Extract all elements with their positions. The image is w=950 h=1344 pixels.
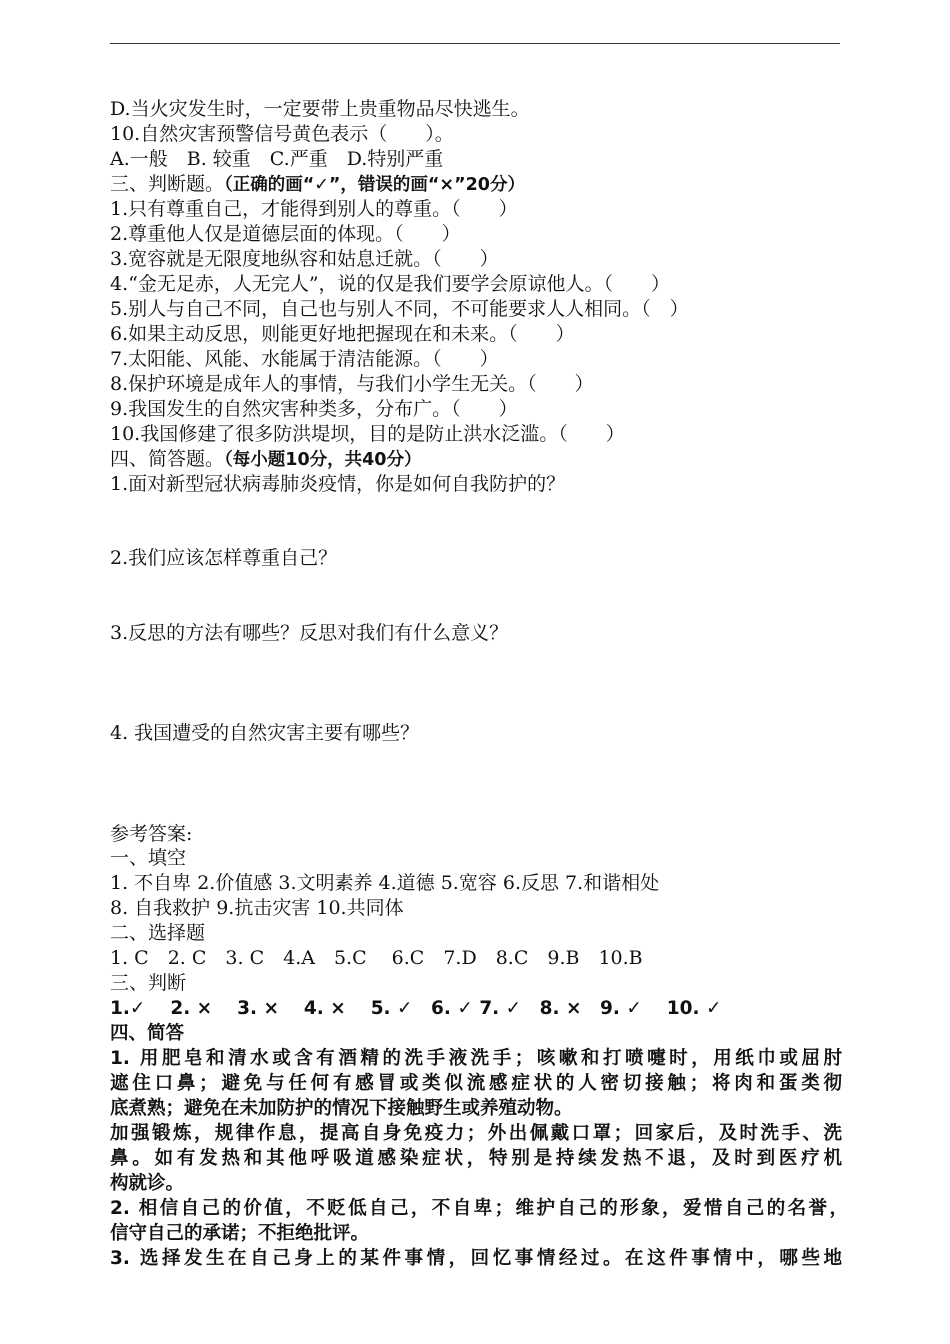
section-title: 三、判断题。 bbox=[110, 173, 225, 195]
answer-judgement-heading: 三、判断 bbox=[110, 972, 187, 994]
judgement-q3: 3.宽容就是无限度地纵容和姑息迁就。（ ） bbox=[110, 248, 499, 270]
section-title: 四、简答题。 bbox=[110, 448, 225, 470]
answer-short-2-line-1: 2. 相信自己的价值，不贬低自己，不自卑；维护自己的形象，爱惜自己的名誉， bbox=[110, 1198, 848, 1219]
section-judgement-heading bbox=[110, 172, 850, 198]
choice-q10-options: A.一般 B. 较重 C.严重 D.特别严重 bbox=[110, 148, 444, 170]
header-rule bbox=[110, 43, 840, 44]
answer-short-2-line-2: 信守自己的承诺；不拒绝批评。 bbox=[110, 1223, 370, 1244]
short-answer-q3: 3.反思的方法有哪些？反思对我们有什么意义？ bbox=[110, 622, 509, 644]
answer-judgement-line: 1.✓ 2. × 3. × 4. × 5. ✓ 6. ✓ 7. ✓ 8. × 9. ✓ 10. ✓ bbox=[110, 998, 722, 1019]
answer-short-heading: 四、简答 bbox=[110, 1023, 185, 1044]
short-answer-q4: 4. 我国遭受的自然灾害主要有哪些？ bbox=[110, 722, 420, 744]
judgement-q1: 1.只有尊重自己，才能得到别人的尊重。（ ） bbox=[110, 198, 518, 220]
choice-q10: 10.自然灾害预警信号黄色表示（ ）。 bbox=[110, 123, 454, 145]
answer-fill-heading: 一、填空 bbox=[110, 847, 187, 869]
answer-fill-line-1: 1. 不自卑 2.价值感 3.文明素养 4.道德 5.宽容 6.反思 7.和谐相处 bbox=[110, 872, 660, 894]
choice-q9-option-d: D.当火灾发生时，一定要带上贵重物品尽快逃生。 bbox=[110, 98, 530, 120]
judgement-q9: 9.我国发生的自然灾害种类多，分布广。（ ） bbox=[110, 398, 518, 420]
short-answer-q1: 1.面对新型冠状病毒肺炎疫情，你是如何自我防护的？ bbox=[110, 473, 566, 495]
answer-short-1-line-4: 加强锻炼，规律作息，提高自身免疫力；外出佩戴口罩；回家后，及时洗手、洗 bbox=[110, 1123, 842, 1144]
judgement-q5: 5.别人与自己不同，自己也与别人不同，不可能要求人人相同。（ ） bbox=[110, 298, 689, 320]
section-instructions: （每小题10分，共40分） bbox=[224, 450, 422, 470]
answer-short-3-line-1: 3. 选择发生在自己身上的某件事情，回忆事情经过。在这件事情中，哪些地 bbox=[110, 1248, 842, 1269]
judgement-q4: 4.“金无足赤，人无完人”，说的仅是我们要学会原谅他人。（ ） bbox=[110, 273, 671, 295]
section-instructions: （正确的画“✓”，错误的画“×”20分） bbox=[224, 175, 525, 195]
answer-short-1-line-6: 构就诊。 bbox=[110, 1173, 185, 1194]
section-short-answer-heading bbox=[110, 447, 850, 473]
answer-key-title: 参考答案: bbox=[110, 823, 193, 845]
judgement-q6: 6.如果主动反思，则能更好地把握现在和未来。（ ） bbox=[110, 323, 575, 345]
short-answer-q2: 2.我们应该怎样尊重自己？ bbox=[110, 547, 338, 569]
answer-choice-line: 1. C 2. C 3. C 4.A 5.C 6.C 7.D 8.C 9.B 10.B bbox=[110, 947, 643, 969]
judgement-q8: 8.保护环境是成年人的事情，与我们小学生无关。（ ） bbox=[110, 373, 594, 395]
answer-fill-line-2: 8. 自我救护 9.抗击灾害 10.共同体 bbox=[110, 897, 404, 919]
judgement-q10: 10.我国修建了很多防洪堤坝，目的是防止洪水泛滥。（ ） bbox=[110, 423, 625, 445]
answer-short-1-line-5: 鼻。如有发热和其他呼吸道感染症状，特别是持续发热不退，及时到医疗机 bbox=[110, 1148, 842, 1169]
answer-short-1-line-1: 1. 用肥皂和清水或含有酒精的洗手液洗手；咳嗽和打喷嚏时，用纸巾或屈肘 bbox=[110, 1048, 842, 1069]
answer-choice-heading: 二、选择题 bbox=[110, 922, 206, 944]
judgement-q7: 7.太阳能、风能、水能属于清洁能源。（ ） bbox=[110, 348, 499, 370]
judgement-q2: 2.尊重他人仅是道德层面的体现。（ ） bbox=[110, 223, 461, 245]
answer-short-1-line-2: 遮住口鼻；避免与任何有感冒或类似流感症状的人密切接触；将肉和蛋类彻 bbox=[110, 1073, 842, 1094]
answer-short-1-line-3: 底煮熟；避免在未加防护的情况下接触野生或养殖动物。 bbox=[110, 1098, 573, 1119]
